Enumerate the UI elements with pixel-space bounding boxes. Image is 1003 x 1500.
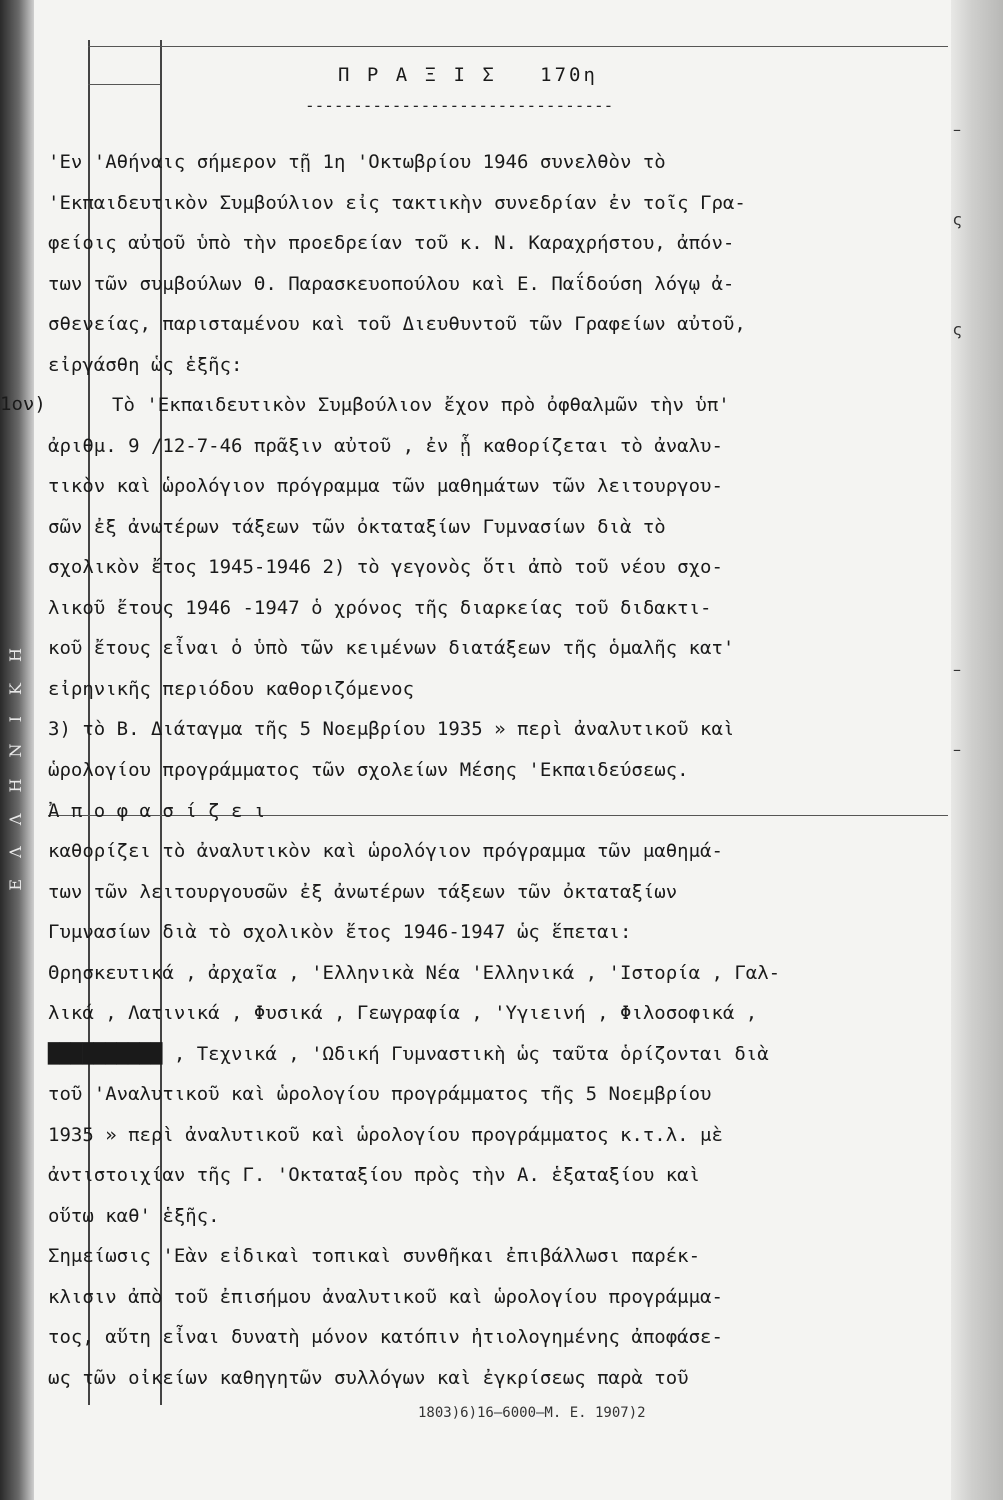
text-line: σθενείας, παρισταμένου καὶ τοῦ Διευθυντοῦ τῶν Γραφείων αὐτοῦ, bbox=[48, 313, 746, 335]
text-line: Θρησκευτικά , ἀρχαῖα , 'Ελληνικὰ Νέα 'Ελληνικά , 'Ιστορία , Γαλ- bbox=[48, 962, 781, 984]
item-number: 1ον) bbox=[0, 393, 46, 415]
text-line: ἀντιστοιχίαν τῆς Γ. 'Οκταταξίου πρὸς τὴν Α. ἑξαταξίου καὶ bbox=[48, 1164, 701, 1186]
text-line: σῶν ἐξ ἀνωτέρων τάξεων τῶν ὀκταταξίων Γυμνασίων διὰ τὸ bbox=[48, 516, 666, 538]
text-line: εἰργάσθη ὡς ἑξῆς: bbox=[48, 354, 243, 376]
document-title: Π Ρ Α Ξ Ι Σ 170η bbox=[338, 64, 598, 86]
edge-mark: – bbox=[953, 660, 961, 679]
text-line: κοῦ ἔτους εἶναι ὁ ὑπὸ τῶν κειμένων διατάξεων τῆς ὁμαλῆς κατ' bbox=[48, 637, 735, 659]
text-line: ἀριθμ. 9 /12-7-46 πρᾶξιν αὐτοῦ , ἐν ᾗ καθορίζεται τὸ ἀναλυ- bbox=[48, 435, 723, 457]
text-line: κλισιν ἀπὸ τοῦ ἐπισήμου ἀναλυτικοῦ καὶ ὡρολογίου προγράμμα- bbox=[48, 1286, 723, 1308]
text-line: οὕτω καθ' ἑξῆς. bbox=[48, 1205, 220, 1227]
text-line: τικὸν καὶ ὡρολόγιον πρόγραμμα τῶν μαθημάτων τῶν λειτουργου- bbox=[48, 475, 723, 497]
text-line: ὡρολογίου προγράμματος τῶν σχολείων Μέσης 'Εκπαιδεύσεως. bbox=[48, 759, 689, 781]
text-line: Γυμνασίων διὰ τὸ σχολικὸν ἔτος 1946-1947 ὡς ἕπεται: bbox=[48, 921, 632, 943]
edge-mark: ς bbox=[953, 210, 963, 229]
edge-mark: – bbox=[953, 740, 961, 759]
header-box-rule bbox=[88, 84, 160, 85]
binding-strip bbox=[0, 0, 34, 1500]
edge-mark: ς bbox=[953, 320, 963, 339]
text-line: 1935 » περὶ ἀναλυτικοῦ καὶ ὡρολογίου προγράμματος κ.τ.λ. μὲ bbox=[48, 1124, 723, 1146]
text-line: εἰρηνικῆς περιόδου καθοριζόμενος bbox=[48, 678, 415, 700]
text-line: τος, αὕτη εἶναι δυνατὴ μόνον κατόπιν ἠτιολογημένης ἀποφάσε- bbox=[48, 1326, 723, 1348]
title-underline: -------------------------------- bbox=[305, 96, 614, 115]
text-line: 'Εκπαιδευτικὸν Συμβούλιον εἰς τακτικὴν συνεδρίαν ἐν τοῖς Γρα- bbox=[48, 192, 746, 214]
text-line: Τὸ 'Εκπαιδευτικὸν Συμβούλιον ἔχον πρὸ ὀφθαλμῶν τὴν ὑπ' bbox=[112, 394, 730, 416]
spine-text: Ε Λ Λ Η Ν Ι Κ Η bbox=[6, 640, 25, 891]
text-line: των τῶν συμβούλων Θ. Παρασκευοπούλου καὶ Ε. Παΐδούση λόγῳ ἀ- bbox=[48, 273, 735, 295]
edge-mark: – bbox=[953, 120, 961, 139]
text-line: καθορίζει τὸ ἀναλυτικὸν καὶ ὡρολόγιον πρόγραμμα τῶν μαθημά- bbox=[48, 840, 723, 862]
text-line: των τῶν λειτουργουσῶν ἐξ ἀνωτέρων τάξεων τῶν ὀκταταξίων bbox=[48, 881, 678, 903]
text-line: Ἀ π ο φ α σ ί ζ ε ι bbox=[48, 800, 266, 822]
top-rule bbox=[88, 46, 948, 47]
text-line: τοῦ 'Αναλυτικοῦ καὶ ὡρολογίου προγράμματος τῆς 5 Νοεμβρίου bbox=[48, 1083, 712, 1105]
text-line: ██████████ , Τεχνικά , 'Ωδική Γυμναστικὴ ὡς ταῦτα ὁρίζονται διὰ bbox=[48, 1043, 769, 1065]
text-line: λικά , Λατινικά , Φυσικά , Γεωγραφία , 'Υγιεινή , Φιλοσοφικά , bbox=[48, 1002, 758, 1024]
text-line: ως τῶν οἰκείων καθηγητῶν συλλόγων καὶ ἐγκρίσεως παρὰ τοῦ bbox=[48, 1367, 689, 1389]
text-line: λικοῦ ἔτους 1946 -1947 ὁ χρόνος τῆς διαρκείας τοῦ διδακτι- bbox=[48, 597, 712, 619]
text-line: Σημείωσις 'Εὰν εἰδικαὶ τοπικαὶ συνθῆκαι ἐπιβάλλωσι παρέκ- bbox=[48, 1245, 701, 1267]
text-line: 3) τὸ Β. Διάταγμα τῆς 5 Νοεμβρίου 1935 » περὶ ἀναλυτικοῦ καὶ bbox=[48, 718, 735, 740]
text-line: φείοις αὐτοῦ ὑπὸ τὴν προεδρείαν τοῦ κ. Ν. Καραχρήστου, ἀπόν- bbox=[48, 232, 735, 254]
text-line: σχολικὸν ἔτος 1945-1946 2) τὸ γεγονὸς ὅτι ἀπὸ τοῦ νέου σχο- bbox=[48, 556, 723, 578]
print-footer: 1803)6)16—6000—Μ. Ε. 1907)2 bbox=[418, 1405, 646, 1421]
text-line: 'Εν 'Αθήναις σήμερον τῇ 1η 'Οκτωβρίου 1946 συνελθὸν τὸ bbox=[48, 151, 666, 173]
